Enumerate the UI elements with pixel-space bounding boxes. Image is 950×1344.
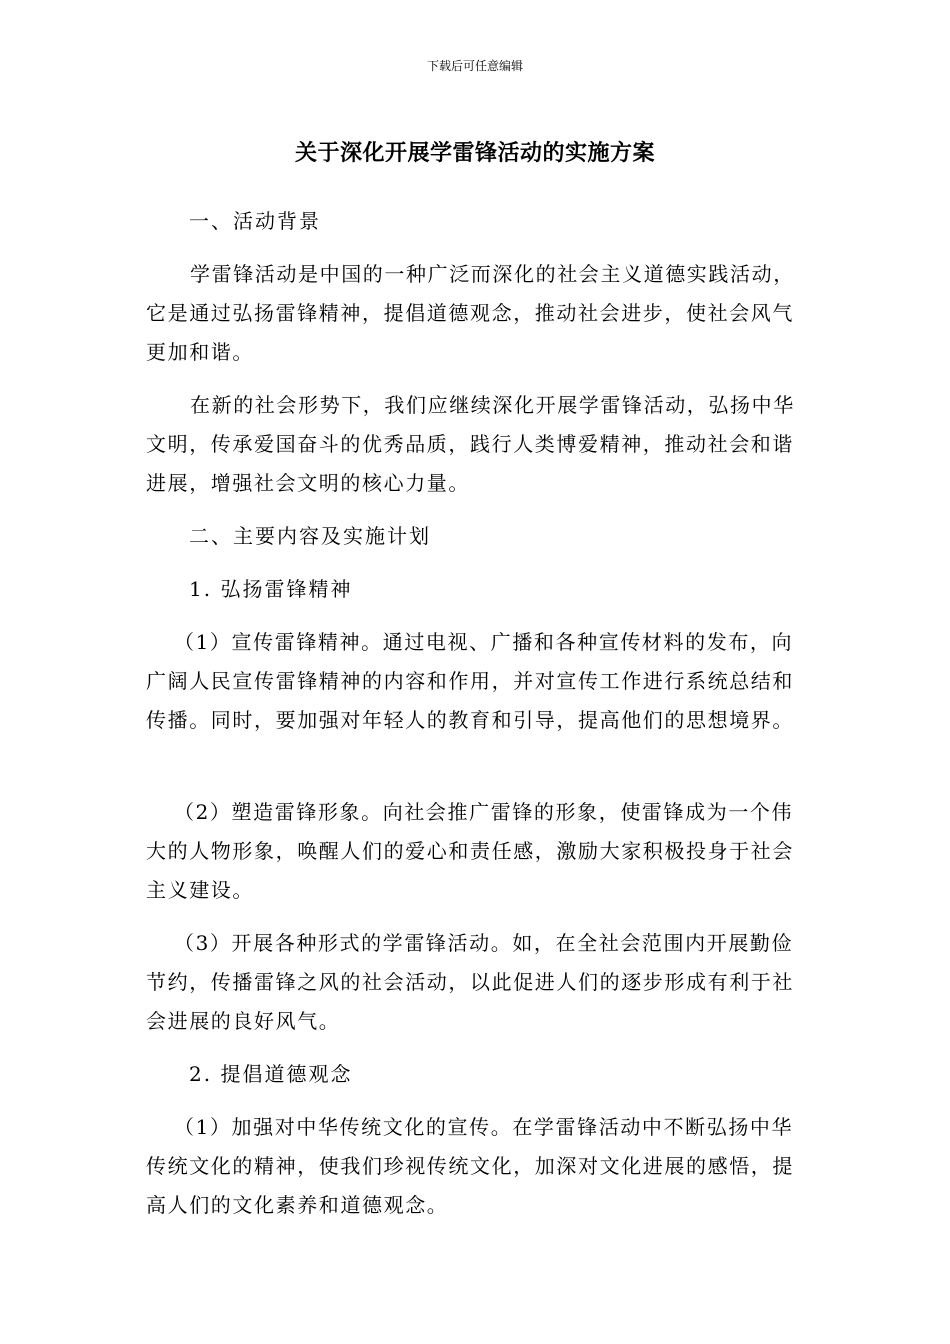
document-title: 关于深化开展学雷锋活动的实施方案 [294, 141, 655, 166]
paragraph-background-1: 学雷锋活动是中国的一种广泛而深化的社会主义道德实践活动，它是通过弘扬雷锋精神，提倡道德观念，推动社会进步，使社会风气更加和谐。 [146, 262, 795, 364]
subsection-heading-2: 2. 提倡道德观念 [189, 1062, 353, 1086]
paragraph-background-2: 在新的社会形势下，我们应继续深化开展学雷锋活动，弘扬中华文明，传承爱国奋斗的优秀品质，践行人类博爱精神，推动社会和谐进展，增强社会文明的核心力量。 [146, 393, 795, 495]
subsection-heading-1: 1. 弘扬雷锋精神 [189, 577, 353, 601]
list-item: （2）塑造雷锋形象。向社会推广雷锋的形象，使雷锋成为一个伟大的人物形象，唤醒人们的爱心和责任感，激励大家积极投身于社会主义建设。 [146, 800, 794, 902]
list-item: （1）加强对中华传统文化的宣传。在学雷锋活动中不断弘扬中华传统文化的精神，使我们珍视传统文化，加深对文化进展的感悟，提高人们的文化素养和道德观念。 [146, 1115, 794, 1217]
list-item: （1）宣传雷锋精神。通过电视、广播和各种宣传材料的发布，向广阔人民宣传雷锋精神的内容和作用，并对宣传工作进行系统总结和传播。同时，要加强对年轻人的教育和引导，提高他们的思想境界。 [146, 630, 794, 732]
section-heading-plan: 二、主要内容及实施计划 [189, 524, 431, 548]
list-item: （3）开展各种形式的学雷锋活动。如，在全社会范围内开展勤俭节约，传播雷锋之风的社会活动，以此促进人们的逐步形成有利于社会进展的良好风气。 [146, 931, 794, 1033]
download-note: 下载后可任意编辑 [426, 59, 523, 73]
section-heading-background: 一、活动背景 [189, 209, 321, 233]
